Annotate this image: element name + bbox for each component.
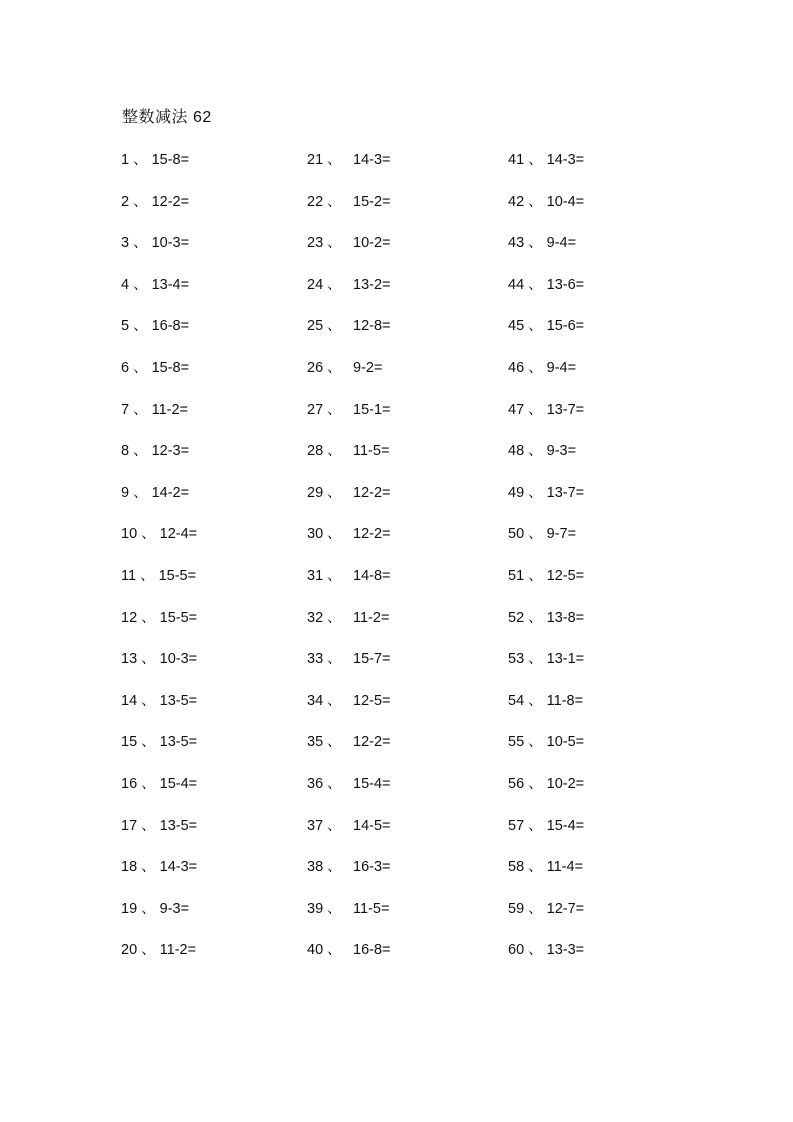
problem-expression: 14-3= (546, 152, 585, 168)
problem-item (508, 275, 584, 317)
problem-expression: 12-5= (353, 692, 391, 709)
problem-separator: 、 (327, 152, 342, 168)
problem-number: 23 (307, 235, 324, 252)
problem-number: 24 (307, 276, 324, 293)
problem-number: 40 (307, 942, 324, 959)
problem-item (307, 150, 391, 192)
problem-separator: 、 (327, 859, 342, 876)
problem-number: 27 (307, 401, 324, 418)
problem-item (121, 857, 197, 899)
problem-item (508, 150, 584, 192)
problem-expression: 11-4= (546, 859, 584, 876)
problem-expression: 11-8= (546, 692, 584, 709)
problem-expression: 15-5= (158, 567, 197, 584)
problem-number: 45 (508, 318, 525, 335)
problem-expression: 10-2= (546, 775, 585, 792)
problem-separator: 、 (140, 567, 155, 584)
problem-number: 58 (508, 859, 525, 876)
problem-item (307, 816, 391, 858)
problem-item (121, 358, 197, 400)
problem-separator: 、 (133, 443, 148, 460)
problem-number: 13 (121, 651, 138, 668)
problem-expression: 9-4= (546, 359, 577, 376)
problem-item (307, 275, 391, 317)
problem-number: 36 (307, 775, 324, 792)
problem-number: 4 (121, 276, 130, 293)
problem-number: 25 (307, 318, 324, 335)
problem-expression: 16-8= (151, 318, 190, 335)
problem-separator: 、 (327, 484, 342, 501)
problem-expression: 15-8= (151, 152, 190, 168)
problem-number: 18 (121, 859, 138, 876)
problem-item (508, 732, 584, 774)
problem-separator: 、 (528, 900, 543, 917)
problem-number: 59 (508, 900, 525, 917)
problem-expression: 14-2= (151, 484, 190, 501)
problem-number: 54 (508, 692, 525, 709)
problem-item (307, 608, 391, 650)
problem-number: 50 (508, 526, 525, 543)
problem-expression: 9-7= (546, 526, 577, 543)
problem-number: 31 (307, 567, 324, 584)
problem-expression: 10-3= (151, 235, 190, 252)
problem-expression: 13-7= (546, 484, 585, 501)
problem-item (307, 857, 391, 899)
problem-separator: 、 (327, 276, 342, 293)
problem-separator: 、 (327, 692, 342, 709)
problem-item (121, 524, 197, 566)
problem-item (307, 691, 391, 733)
problem-separator: 、 (133, 193, 148, 210)
problem-separator: 、 (528, 318, 543, 335)
problem-expression: 13-1= (546, 651, 585, 668)
problem-item (307, 400, 391, 442)
problem-expression: 12-2= (151, 193, 190, 210)
problem-number: 34 (307, 692, 324, 709)
problem-number: 55 (508, 734, 525, 751)
problem-number: 35 (307, 734, 324, 751)
problem-separator: 、 (528, 859, 543, 876)
problem-separator: 、 (133, 359, 148, 376)
problem-expression: 11-5= (353, 443, 390, 460)
problem-separator: 、 (528, 942, 543, 959)
problem-expression: 12-2= (353, 484, 391, 501)
problem-item (121, 192, 197, 234)
problem-item (121, 316, 197, 358)
problem-item (307, 566, 391, 608)
problem-item (307, 483, 391, 525)
problem-number: 20 (121, 942, 138, 959)
problem-number: 28 (307, 443, 324, 460)
problem-item (121, 400, 197, 442)
problem-expression: 14-8= (353, 567, 391, 584)
problem-expression: 10-2= (353, 235, 391, 252)
problem-expression: 9-3= (159, 900, 190, 917)
problem-separator: 、 (133, 484, 148, 501)
problem-separator: 、 (528, 567, 543, 584)
problem-number: 21 (307, 152, 324, 168)
problem-expression: 15-4= (353, 775, 391, 792)
problem-separator: 、 (327, 651, 342, 668)
problem-separator: 、 (133, 401, 148, 418)
problem-separator: 、 (141, 775, 156, 792)
problem-expression: 9-2= (353, 359, 383, 376)
problem-number: 29 (307, 484, 324, 501)
problem-expression: 10-4= (546, 193, 585, 210)
problem-separator: 、 (141, 651, 156, 668)
problem-expression: 15-4= (546, 817, 585, 834)
problem-expression: 15-4= (159, 775, 198, 792)
problem-separator: 、 (327, 193, 342, 210)
problem-separator: 、 (327, 775, 342, 792)
problem-expression: 11-5= (353, 900, 390, 917)
problem-expression: 12-7= (546, 900, 585, 917)
problem-expression: 12-5= (546, 567, 585, 584)
problem-item (121, 649, 197, 691)
problem-item (508, 857, 584, 899)
problem-expression: 9-3= (546, 443, 577, 460)
problem-item (508, 192, 584, 234)
problem-item (307, 774, 391, 816)
problem-separator: 、 (528, 359, 543, 376)
problem-separator: 、 (528, 401, 543, 418)
problem-separator: 、 (528, 193, 543, 210)
problem-expression: 10-3= (159, 651, 198, 668)
problem-item (121, 275, 197, 317)
problem-expression: 11-2= (159, 942, 197, 959)
problem-number: 57 (508, 817, 525, 834)
problem-expression: 13-7= (546, 401, 585, 418)
problem-number: 15 (121, 734, 138, 751)
problem-item (508, 608, 584, 650)
problem-number: 5 (121, 318, 130, 335)
problem-item (307, 233, 391, 275)
problem-expression: 12-3= (151, 443, 190, 460)
problem-separator: 、 (528, 235, 543, 252)
problem-separator: 、 (327, 318, 342, 335)
problem-separator: 、 (327, 235, 342, 252)
problem-number: 22 (307, 193, 324, 210)
problem-item (121, 774, 197, 816)
problem-separator: 、 (327, 359, 342, 376)
problem-number: 6 (121, 359, 130, 376)
problem-item (121, 940, 197, 982)
problem-separator: 、 (528, 152, 543, 168)
problem-number: 39 (307, 900, 324, 917)
problem-item (307, 524, 391, 566)
problem-item (121, 441, 197, 483)
problem-item (508, 649, 584, 691)
problem-number: 3 (121, 235, 130, 252)
problem-expression: 16-8= (353, 942, 391, 959)
problem-number: 9 (121, 484, 130, 501)
problem-expression: 13-2= (353, 276, 391, 293)
problem-expression: 11-2= (353, 609, 390, 626)
problem-number: 12 (121, 609, 138, 626)
problem-separator: 、 (141, 526, 156, 543)
problem-item (307, 899, 391, 941)
problem-number: 11 (121, 567, 137, 584)
problem-expression: 15-7= (353, 651, 391, 668)
problem-item (508, 316, 584, 358)
problem-number: 7 (121, 401, 130, 418)
problem-expression: 16-3= (353, 859, 391, 876)
problem-separator: 、 (327, 817, 342, 834)
problem-item (508, 483, 584, 525)
problem-number: 37 (307, 817, 324, 834)
problem-number: 10 (121, 526, 138, 543)
problem-item (508, 774, 584, 816)
problem-number: 16 (121, 775, 138, 792)
problem-separator: 、 (528, 526, 543, 543)
problem-item (307, 441, 391, 483)
problem-expression: 13-4= (151, 276, 190, 293)
problem-number: 47 (508, 401, 525, 418)
problem-number: 41 (508, 152, 525, 168)
problem-number: 26 (307, 359, 324, 376)
problem-separator: 、 (528, 775, 543, 792)
problem-item (121, 691, 197, 733)
problem-item (508, 899, 584, 941)
problem-expression: 15-6= (546, 318, 585, 335)
page-title: 整数减法 62 (122, 109, 212, 126)
problem-number: 48 (508, 443, 525, 460)
problem-expression: 9-4= (546, 235, 577, 252)
problem-expression: 13-5= (159, 692, 198, 709)
problem-separator: 、 (528, 484, 543, 501)
problem-separator: 、 (528, 651, 543, 668)
problem-separator: 、 (327, 401, 342, 418)
problem-number: 43 (508, 235, 525, 252)
problem-number: 2 (121, 193, 130, 210)
problem-number: 53 (508, 651, 525, 668)
problem-expression: 14-5= (353, 817, 391, 834)
problem-separator: 、 (327, 609, 342, 626)
problem-number: 14 (121, 692, 138, 709)
problem-item (121, 899, 197, 941)
problem-expression: 12-2= (353, 526, 391, 543)
problem-item (121, 566, 197, 608)
problem-separator: 、 (327, 942, 342, 959)
problem-number: 33 (307, 651, 324, 668)
problem-item (121, 150, 197, 192)
problem-separator: 、 (327, 443, 342, 460)
problem-number: 32 (307, 609, 324, 626)
problem-separator: 、 (133, 152, 148, 168)
problem-number: 17 (121, 817, 138, 834)
problem-number: 1 (121, 152, 130, 168)
problem-item (307, 732, 391, 774)
problem-number: 52 (508, 609, 525, 626)
problem-separator: 、 (133, 276, 148, 293)
problem-expression: 10-5= (546, 734, 585, 751)
problem-separator: 、 (528, 609, 543, 626)
problem-separator: 、 (141, 734, 156, 751)
problem-item (508, 441, 584, 483)
problem-column-1 (121, 150, 197, 982)
problem-item (508, 524, 584, 566)
problem-item (307, 358, 391, 400)
problem-item (508, 691, 584, 733)
problem-number: 51 (508, 567, 525, 584)
problem-separator: 、 (141, 692, 156, 709)
problem-number: 60 (508, 942, 525, 959)
problem-separator: 、 (528, 817, 543, 834)
problem-item (508, 233, 584, 275)
problem-expression: 13-8= (546, 609, 585, 626)
problem-item (121, 233, 197, 275)
problem-number: 19 (121, 900, 138, 917)
problem-item (121, 816, 197, 858)
problem-number: 38 (307, 859, 324, 876)
problem-item (121, 483, 197, 525)
problem-number: 8 (121, 443, 130, 460)
problem-separator: 、 (327, 900, 342, 917)
problem-separator: 、 (528, 276, 543, 293)
problem-separator: 、 (141, 900, 156, 917)
problem-separator: 、 (133, 318, 148, 335)
problem-expression: 13-5= (159, 734, 198, 751)
problem-number: 46 (508, 359, 525, 376)
problem-separator: 、 (528, 443, 543, 460)
problem-expression: 13-3= (546, 942, 585, 959)
problem-number: 49 (508, 484, 525, 501)
problem-item (121, 732, 197, 774)
problem-separator: 、 (327, 734, 342, 751)
problem-separator: 、 (141, 859, 156, 876)
problem-number: 56 (508, 775, 525, 792)
problem-separator: 、 (327, 567, 342, 584)
problem-expression: 14-3= (159, 859, 198, 876)
problem-item (508, 400, 584, 442)
problem-number: 42 (508, 193, 525, 210)
problem-separator: 、 (141, 609, 156, 626)
problem-item (307, 649, 391, 691)
problem-expression: 13-6= (546, 276, 585, 293)
problem-number: 30 (307, 526, 324, 543)
problem-item (307, 940, 391, 982)
problem-expression: 15-5= (159, 609, 198, 626)
problem-expression: 15-2= (353, 193, 391, 210)
problem-expression: 12-8= (353, 318, 391, 335)
problem-expression: 13-5= (159, 817, 198, 834)
problem-item (307, 316, 391, 358)
problem-separator: 、 (528, 692, 543, 709)
problem-column-2 (307, 150, 391, 982)
problem-separator: 、 (327, 526, 342, 543)
problem-item (121, 608, 197, 650)
problem-number: 44 (508, 276, 525, 293)
problem-expression: 15-8= (151, 359, 190, 376)
problem-column-3 (508, 150, 584, 982)
problem-item (508, 566, 584, 608)
problem-expression: 14-3= (353, 152, 391, 168)
problem-separator: 、 (141, 817, 156, 834)
problem-expression: 15-1= (353, 401, 391, 418)
problem-item (508, 816, 584, 858)
problem-item (508, 358, 584, 400)
problem-item (307, 192, 391, 234)
problem-expression: 12-4= (159, 526, 198, 543)
problem-item (508, 940, 584, 982)
problem-expression: 12-2= (353, 734, 391, 751)
problem-separator: 、 (528, 734, 543, 751)
problem-separator: 、 (133, 235, 148, 252)
problem-separator: 、 (141, 942, 156, 959)
problem-expression: 11-2= (151, 401, 188, 418)
